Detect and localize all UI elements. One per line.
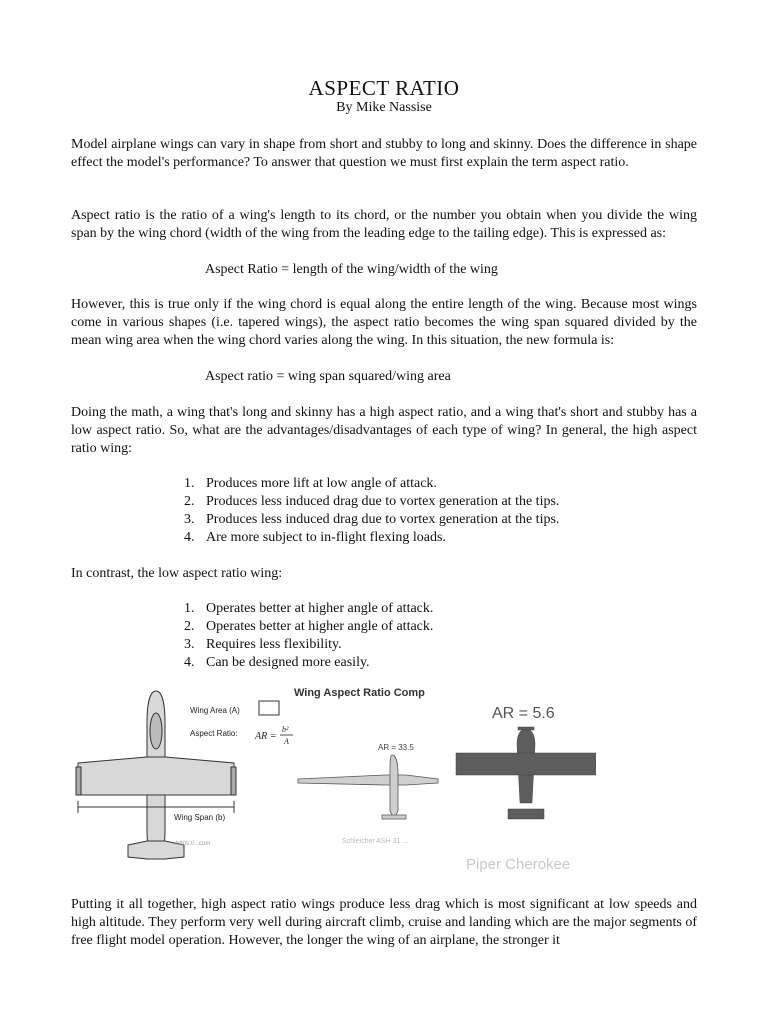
figure-heading: Wing Aspect Ratio Comp bbox=[294, 687, 425, 699]
paragraph-low-intro: In contrast, the low aspect ratio wing: bbox=[71, 566, 283, 581]
formula-denominator: A bbox=[284, 737, 289, 746]
paragraph-conclusion: Putting it all together, high aspect ratio wings produce less drag which is most significant at low speeds and high altitude. They perform very well during aircraft climb, cruise and landing which are the major segments of free flight model operation. However, the longer the wing of an airplane, the stronger it bbox=[71, 897, 697, 948]
formula-numerator: b² bbox=[282, 725, 289, 734]
formula-aspect-ratio-area: Aspect ratio = wing span squared/wing area bbox=[205, 369, 451, 384]
wing-span-label: Wing Span (b) bbox=[174, 813, 226, 822]
formula-aspect-ratio-basic: Aspect Ratio = length of the wing/width of the wing bbox=[205, 262, 498, 277]
list-item: 3. Produces less induced drag due to vortex generation at the tips. bbox=[184, 512, 560, 527]
low-aspect-ratio-list bbox=[184, 600, 433, 672]
paragraph-intro: Model airplane wings can vary in shape from short and stubby to long and skinny. Does the difference in shape effect the model's performance? To answer that question we must first explain the term aspect ratio. bbox=[71, 137, 697, 170]
list-item: 4. Are more subject to in-flight flexing loads. bbox=[184, 530, 446, 545]
high-aspect-ratio-list bbox=[184, 475, 559, 547]
cherokee-aspect-ratio: AR = 5.6 bbox=[492, 705, 555, 722]
paragraph-definition: Aspect ratio is the ratio of a wing's length to its chord, or the number you obtain when you divide the wing span by the wing chord (width of the wing from the leading edge to the tailing edge). This is expressed as: bbox=[71, 208, 697, 241]
wing-area-label: Wing Area (A) bbox=[190, 706, 240, 715]
list-item: 1. Operates better at higher angle of attack. bbox=[184, 601, 434, 616]
list-item: 2. Produces less induced drag due to vortex generation at the tips. bbox=[184, 494, 560, 509]
cherokee-name: Piper Cherokee bbox=[466, 856, 571, 873]
wing-aspect-ratio-figure bbox=[72, 683, 596, 878]
trainer-planform-image bbox=[76, 691, 236, 859]
document-title: ASPECT RATIO bbox=[308, 76, 460, 100]
formula-ar: AR = bbox=[255, 731, 277, 742]
list-item: 4. Can be designed more easily. bbox=[184, 655, 370, 670]
list-item: 2. Operates better at higher angle of attack. bbox=[184, 619, 434, 634]
source-watermark: https://...com bbox=[176, 841, 211, 847]
glider-planform-image bbox=[298, 755, 438, 819]
wing-area-swatch bbox=[259, 701, 279, 715]
cherokee-planform-image bbox=[456, 727, 596, 819]
glider-aspect-ratio: AR = 33.5 bbox=[378, 743, 414, 752]
list-item: 1. Produces more lift at low angle of attack. bbox=[184, 476, 437, 491]
aspect-ratio-label: Aspect Ratio: bbox=[190, 729, 238, 738]
glider-name: Schleicher ASH 31 ... bbox=[342, 838, 409, 845]
list-item: 3. Requires less flexibility. bbox=[184, 637, 342, 652]
document-byline: By Mike Nassise bbox=[336, 100, 432, 115]
paragraph-tapered-wings: However, this is true only if the wing chord is equal along the entire length of the wing. Because most wings come in various shapes (i.e. tapered wings), the aspect ratio becomes the wing span squared divided by the mean wing area when the wing chord varies along the wing. In this situation, the new formula is: bbox=[71, 297, 697, 348]
paragraph-high-vs-low: Doing the math, a wing that's long and skinny has a high aspect ratio, and a wing that's short and stubby has a low aspect ratio. So, what are the advantages/disadvantages of each type of wing? In general, the high aspect ratio wing: bbox=[71, 405, 697, 456]
